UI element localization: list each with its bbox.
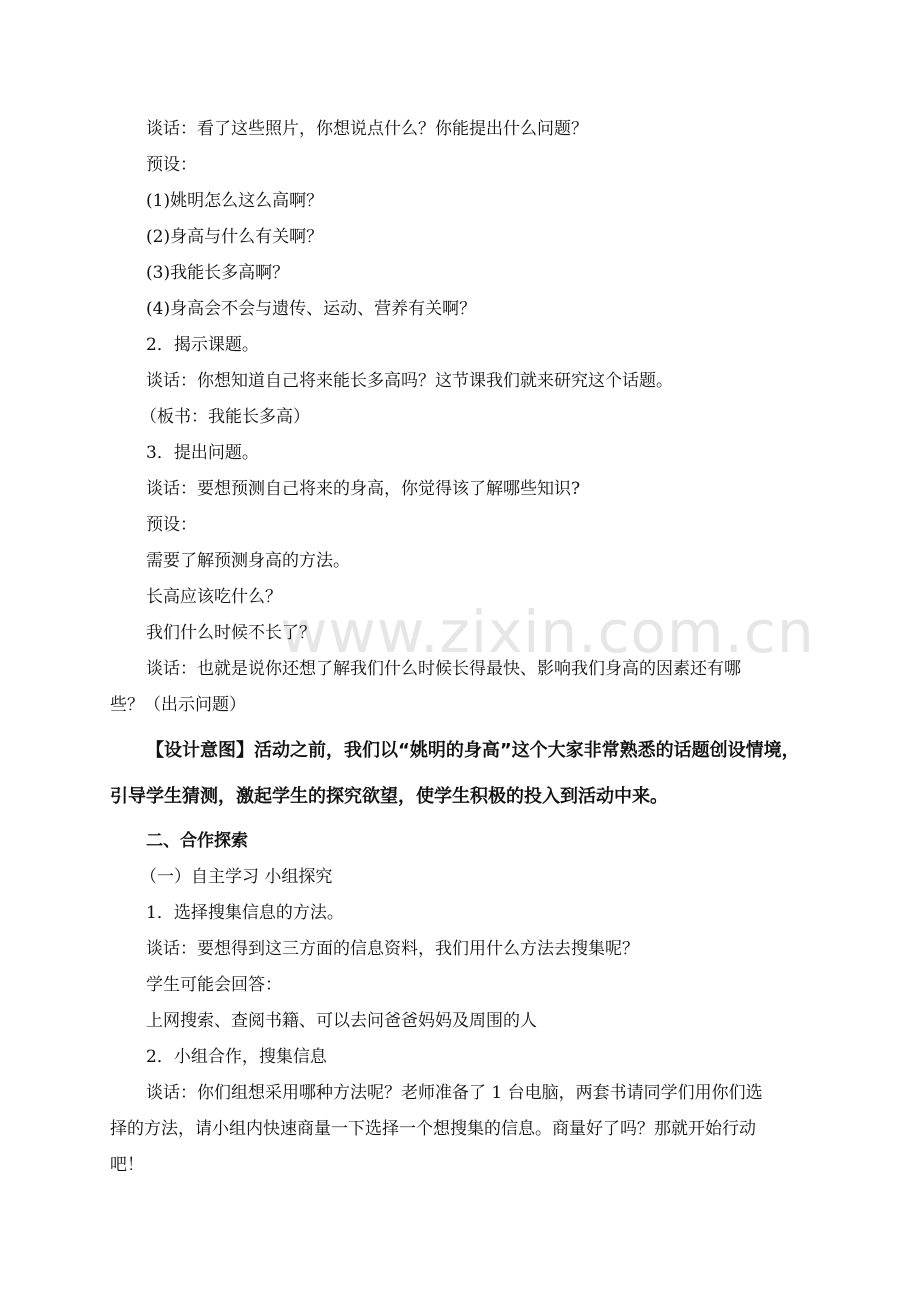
- paragraph-line: 2．揭示课题。: [146, 335, 259, 355]
- paragraph-line: 2．小组合作，搜集信息: [146, 1047, 327, 1067]
- paragraph-line: 1．选择搜集信息的方法。: [146, 903, 344, 923]
- design-intent-text: 活动之前，我们以“姚明的身高”这个大家非常熟悉的话题创设情境，: [254, 740, 800, 761]
- paragraph-line: 我们什么时候不长了？: [146, 623, 316, 643]
- paragraph-line: 些？（出示问题）: [110, 695, 246, 715]
- paragraph-line: 谈话：你想知道自己将来能长多高吗？这节课我们就来研究这个话题。: [146, 371, 673, 391]
- paragraph-line: 吧！: [110, 1155, 144, 1175]
- paragraph-line: 谈话：看了这些照片，你想说点什么？你能提出什么问题？: [146, 119, 588, 139]
- paragraph-line: (4)身高会不会与遗传、运动、营养有关啊？: [146, 299, 477, 319]
- paragraph-line: （板书：我能长多高）: [140, 407, 310, 427]
- paragraph-line: 预设：: [146, 155, 197, 175]
- design-intent-tag: 【设计意图】: [146, 740, 254, 761]
- paragraph-line: (2)身高与什么有关啊？: [146, 227, 324, 247]
- paragraph-line: 择的方法，请小组内快速商量一下选择一个想搜集的信息。商量好了吗？那就开始行动: [110, 1119, 756, 1139]
- paragraph-line: 谈话：也就是说你还想了解我们什么时候长得最快、影响我们身高的因素还有哪: [146, 659, 741, 679]
- paragraph-line: 谈话：要想预测自己将来的身高，你觉得该了解哪些知识?: [146, 479, 581, 499]
- section-heading: 二、合作探索: [146, 831, 248, 851]
- watermark: www.zixin.com.cn: [280, 598, 815, 666]
- paragraph-line: 预设：: [146, 515, 197, 535]
- paragraph-line: 3．提出问题。: [146, 443, 259, 463]
- design-intent: [110, 740, 810, 762]
- paragraph-line: 长高应该吃什么？: [146, 587, 282, 607]
- paragraph-line: 上网搜索、查阅书籍、可以去问爸爸妈妈及周围的人: [146, 1011, 537, 1031]
- paragraph-line: 需要了解预测身高的方法。: [146, 551, 350, 571]
- paragraph-line: (1)姚明怎么这么高啊？: [146, 191, 324, 211]
- paragraph-line: 谈话：你们组想采用哪种方法呢？老师准备了 1 台电脑，两套书请同学们用你们选: [146, 1083, 763, 1103]
- paragraph-line: (3)我能长多高啊？: [146, 263, 290, 283]
- paragraph-line: 学生可能会回答：: [146, 975, 282, 995]
- paragraph-line: 谈话：要想得到这三方面的信息资料，我们用什么方法去搜集呢？: [146, 939, 639, 959]
- paragraph-line: （一）自主学习 小组探究: [140, 867, 333, 887]
- design-intent-continued: 引导学生猜测，激起学生的探究欲望，使学生积极的投入到活动中来。: [110, 786, 668, 807]
